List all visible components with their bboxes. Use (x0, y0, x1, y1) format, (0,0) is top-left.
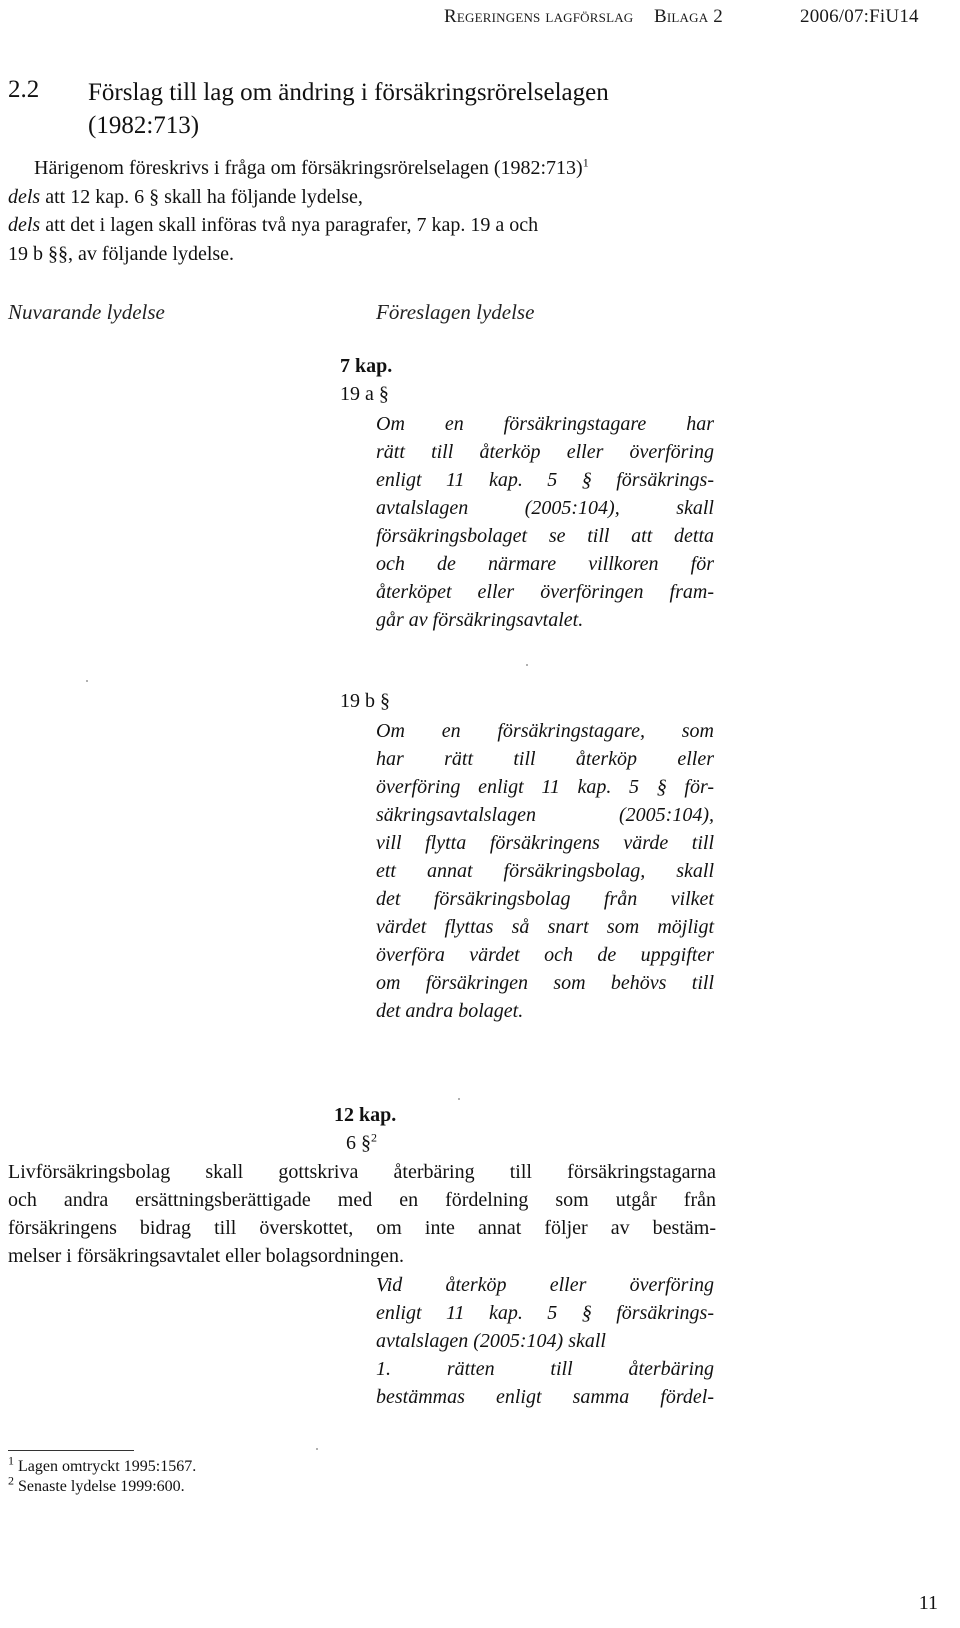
footnote-ref-2: 2 (371, 1130, 377, 1145)
paragraph-19b-line: det andra bolaget. (376, 1000, 524, 1022)
paragraph-6-proposed-line: bestämmas enligt samma fördel- (376, 1386, 714, 1408)
paragraph-6-line: och andra ersättningsberättigade med en fördelning som utgår från (8, 1189, 716, 1211)
paragraph-19b-text (376, 717, 714, 1025)
intro-line-4: 19 b §§, av följande lydelse. (8, 243, 235, 265)
paragraph-19b-line: säkringsavtalslagen (2005:104), (376, 804, 714, 826)
paragraph-6-line: försäkringens bidrag till överskottet, om inte annat följer av bestäm- (8, 1217, 716, 1239)
paragraph-6-line: melser i försäkringsavtalet eller bolagsordningen. (8, 1245, 404, 1267)
scan-speck (86, 680, 88, 682)
paragraph-19b-line: om försäkringen som behövs till (376, 972, 714, 994)
scan-speck (316, 1448, 318, 1450)
column-heading-proposed: Föreslagen lydelse (376, 300, 535, 324)
paragraph-19a-text (376, 410, 714, 634)
paragraph-6-proposed-line: avtalslagen (2005:104) skall (376, 1330, 606, 1352)
paragraph-19a-line: enligt 11 kap. 5 § försäkrings- (376, 469, 714, 491)
paragraph-6-current-text (8, 1158, 716, 1270)
footnote-1: $^1$ Lagen omtryckt 1995:1567. (8, 1453, 197, 1475)
paragraph-6-proposed-text (376, 1271, 714, 1411)
paragraph-19b-line: vill flytta försäkringens värde till (376, 832, 714, 854)
footnote-2: $^2$ Senaste lydelse 1999:600. (8, 1473, 185, 1495)
paragraph-19b-line: det försäkringsbolag från vilket (376, 888, 714, 910)
paragraph-6-proposed-line: Vid återköp eller överföring (376, 1274, 714, 1296)
chapter-7-heading: 7 kap. (340, 355, 393, 377)
paragraph-19a-line: försäkringsbolaget se till att detta (376, 525, 714, 547)
paragraph-19b-line: ett annat försäkringsbolag, skall (376, 860, 714, 882)
paragraph-19b-label: 19 b § (340, 690, 390, 712)
intro-line-2: dels att 12 kap. 6 § skall ha följande lydelse, (8, 186, 363, 208)
section-title-line-2: (1982:713) (88, 112, 200, 139)
paragraph-19a-line: och de närmare villkoren för (376, 553, 714, 575)
section-title-line-1: Förslag till lag om ändring i försäkringsrörelselagen (88, 79, 609, 106)
paragraph-19b-line: överföra värdet och de uppgifter (376, 944, 714, 966)
paragraph-19b-line: Om en försäkringstagare, som (376, 720, 714, 742)
page-number: 11 (918, 1592, 938, 1614)
paragraph-19b-line: har rätt till återköp eller (376, 748, 714, 770)
paragraph-19a-line: rätt till återköp eller överföring (376, 441, 714, 463)
scan-speck (526, 664, 528, 666)
paragraph-19a-line: avtalslagen (2005:104), skall (376, 497, 714, 519)
paragraph-6-proposed-line: 1. rätten till återbäring (376, 1358, 714, 1380)
header-series: Regeringens lagförslag (444, 6, 634, 27)
scan-speck (458, 1098, 460, 1100)
intro-line-1: Härigenom föreskrivs i fråga om försäkringsrörelselagen (1982:713)$^1$ (34, 155, 589, 179)
paragraph-6-proposed-line: enligt 11 kap. 5 § försäkrings- (376, 1302, 714, 1324)
paragraph-19b-line: överföring enligt 11 kap. 5 § för- (376, 776, 714, 798)
paragraph-19a-line: går av försäkringsavtalet. (376, 609, 584, 631)
paragraph-19a-label: 19 a § (340, 383, 389, 405)
section-title (88, 76, 609, 142)
chapter-12-heading: 12 kap. (334, 1104, 397, 1126)
header-docid: 2006/07:FiU14 (800, 6, 919, 27)
footnote-ref-1: 1 (582, 155, 589, 170)
paragraph-6-label: 6 §$^2$ (346, 1130, 377, 1154)
paragraph-19a-line: återköpet eller överföringen fram- (376, 581, 714, 603)
paragraph-19a-line: Om en försäkringstagare har (376, 413, 714, 435)
paragraph-6-line: Livförsäkringsbolag skall gottskriva återbäring till försäkringstagarna (8, 1161, 716, 1183)
section-number: 2.2 (8, 76, 40, 103)
header-bilaga: Bilaga 2 (654, 6, 723, 27)
footnote-separator (8, 1450, 134, 1451)
intro-line-3: dels att det i lagen skall införas två nya paragrafer, 7 kap. 19 a och (8, 214, 539, 236)
paragraph-19b-line: värdet flyttas så snart som möjligt (376, 916, 714, 938)
column-heading-current: Nuvarande lydelse (8, 300, 165, 324)
